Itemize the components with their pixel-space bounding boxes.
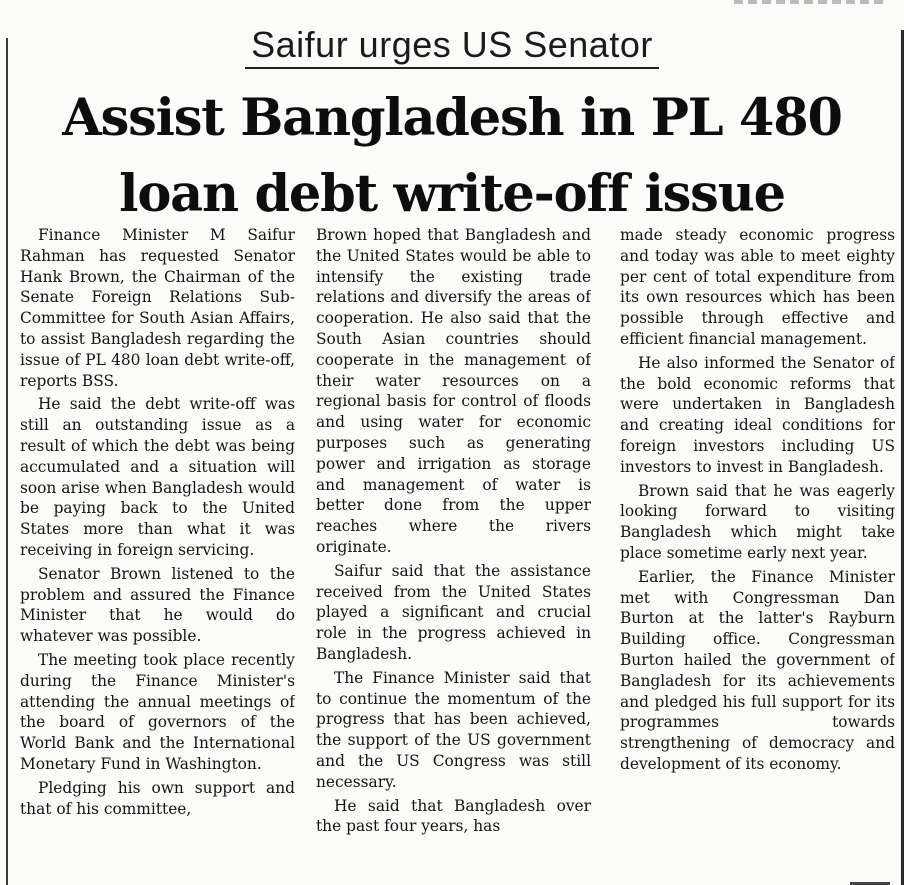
paragraph: He said that Bangladesh over the past four years, has xyxy=(316,796,591,836)
headline-line-1: Assist Bangladesh in PL 480 xyxy=(62,88,842,148)
article-column-1 xyxy=(20,225,295,885)
kicker-text: Saifur urges US Senator xyxy=(245,24,659,69)
article-kicker xyxy=(0,24,904,66)
paragraph: made steady economic progress and today was able to meet eighty per cent of total expenditure from its own resources which has been possible through effective and efficient financial management. xyxy=(620,226,895,348)
paragraph: Saifur said that the assistance received from the United States played a significant and crucial role in the progress achieved in Bangladesh. xyxy=(316,561,591,663)
paragraph: The meeting took place recently during the Finance Minister's attending the annual meetings of the board of governors of the World Bank and the International Monetary Fund in Washington. xyxy=(20,650,295,773)
article-column-2 xyxy=(316,225,591,885)
top-edge-mark xyxy=(734,0,884,4)
paragraph: He also informed the Senator of the bold economic reforms that were undertaken in Bangladesh and creating ideal conditions for foreign investors including US investors to invest in Bangladesh. xyxy=(620,353,895,476)
paragraph: Senator Brown listened to the problem and assured the Finance Minister that he would do whatever was possible. xyxy=(20,564,295,646)
paragraph: He said the debt write-off was still an outstanding issue as a result of which the debt was being accumulated and a situation will soon arise when Bangladesh would be paying back to the United States more than what it was receiving in foreign servicing. xyxy=(20,395,295,559)
headline-line-2: loan debt write-off issue xyxy=(119,164,785,224)
paragraph: Finance Minister M Saifur Rahman has requested Senator Hank Brown, the Chairman of the Senate Foreign Relations Sub-Committee for South Asian Affairs, to assist Bangladesh regarding the issue of PL 480 loan debt write-off, reports BSS. xyxy=(20,226,295,390)
paragraph: The Finance Minister said that to continue the momentum of the progress that has been achieved, the support of the US government and the US Congress was still necessary. xyxy=(316,668,591,791)
article-headline xyxy=(0,80,904,232)
paragraph: Pledging his own support and that of his committee, xyxy=(20,778,295,818)
paragraph: Earlier, the Finance Minister met with Congressman Dan Burton at the latter's Rayburn Building office. Congressman Burton hailed the government of Bangladesh for its achievements and pledged his full support for its programmes towards strengthening of democracy and development of its economy. xyxy=(620,567,895,773)
paragraph: Brown hoped that Bangladesh and the United States would be able to intensify the existing trade relations and diversify the areas of cooperation. He also said that the South Asian countries should cooperate in the management of their water resources on a regional basis for control of floods and using water for economic purposes such as generating power and irrigation as storage and management of water is better done from the upper reaches where the rivers originate. xyxy=(316,226,591,556)
article-column-3 xyxy=(620,225,895,885)
paragraph: Brown said that he was eagerly looking forward to visiting Bangladesh which might take place sometime early next year. xyxy=(620,481,895,562)
